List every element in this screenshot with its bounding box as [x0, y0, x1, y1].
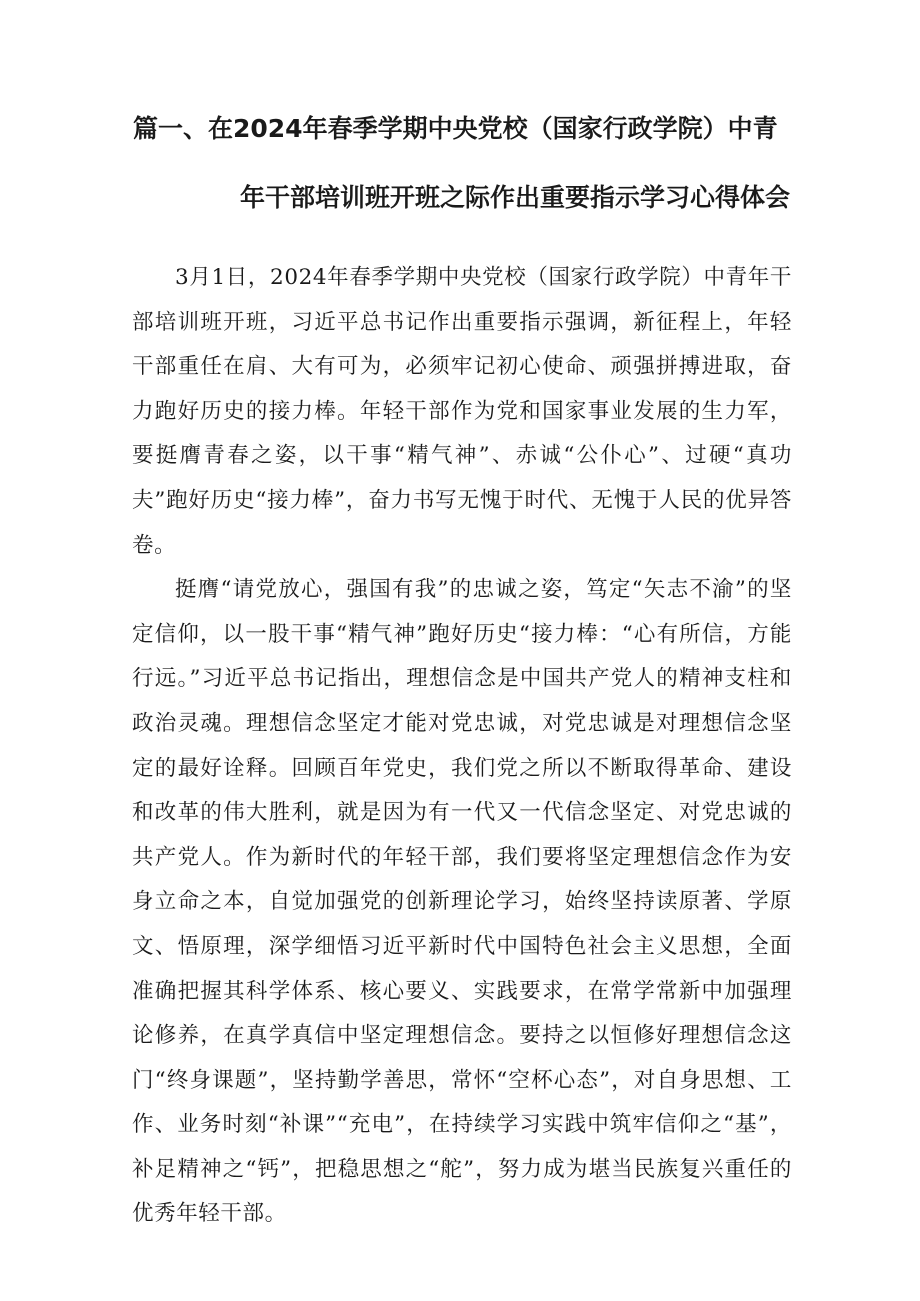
document-body: [132, 256, 792, 1237]
paragraph-2: 挺膺“请党放心，强国有我”的忠诚之姿，笃定“矢志不渝”的坚定信仰，以一股干事“精气神”跑好历史“接力棒：“心有所信，方能行远。”习近平总书记指出，理想信念是中国共产党人的精神支柱和政治灵魂。理想信念坚定才能对党忠诚，对党忠诚是对理想信念坚定的最好诠释。回顾百年党史，我们党之所以不断取得革命、建设和改革的伟大胜利，就是因为有一代又一代信念坚定、对党忠诚的共产党人。作为新时代的年轻干部，我们要将坚定理想信念作为安身立命之本，自觉加强党的创新理论学习，始终坚持读原著、学原文、悟原理，深学细悟习近平新时代中国特色社会主义思想，全面准确把握其科学体系、核心要义、实践要求，在常学常新中加强理论修养，在真学真信中坚定理想信念。要持之以恒修好理想信念这门“终身课题”，坚持勤学善思，常怀“空杯心态”，对自身思想、工作、业务时刻“补课”“充电”，在持续学习实践中筑牢信仰之“基”，补足精神之“钙”，把稳思想之“舵”，努力成为堪当民族复兴重任的优秀年轻干部。: [132, 577, 792, 1227]
document-title-line-2: 年干部培训班开班之际作出重要指示学习心得体会: [239, 183, 790, 212]
document-title-line-1: 篇一、在2024年春季学期中央党校（国家行政学院）中青: [133, 114, 778, 143]
paragraph-1: 3月1日，2024年春季学期中央党校（国家行政学院）中青年干部培训班开班，习近平总书记作出重要指示强调，新征程上，年轻干部重任在肩、大有可为，必须牢记初心使命、顽强拼搏进取，奋力跑好历史的接力棒。年轻干部作为党和国家事业发展的生力军，要挺膺青春之姿，以干事“精气神”、赤诚“公仆心”、过硬“真功夫”跑好历史“接力棒”，奋力书写无愧于时代、无愧于人民的优异答卷。: [132, 265, 792, 558]
